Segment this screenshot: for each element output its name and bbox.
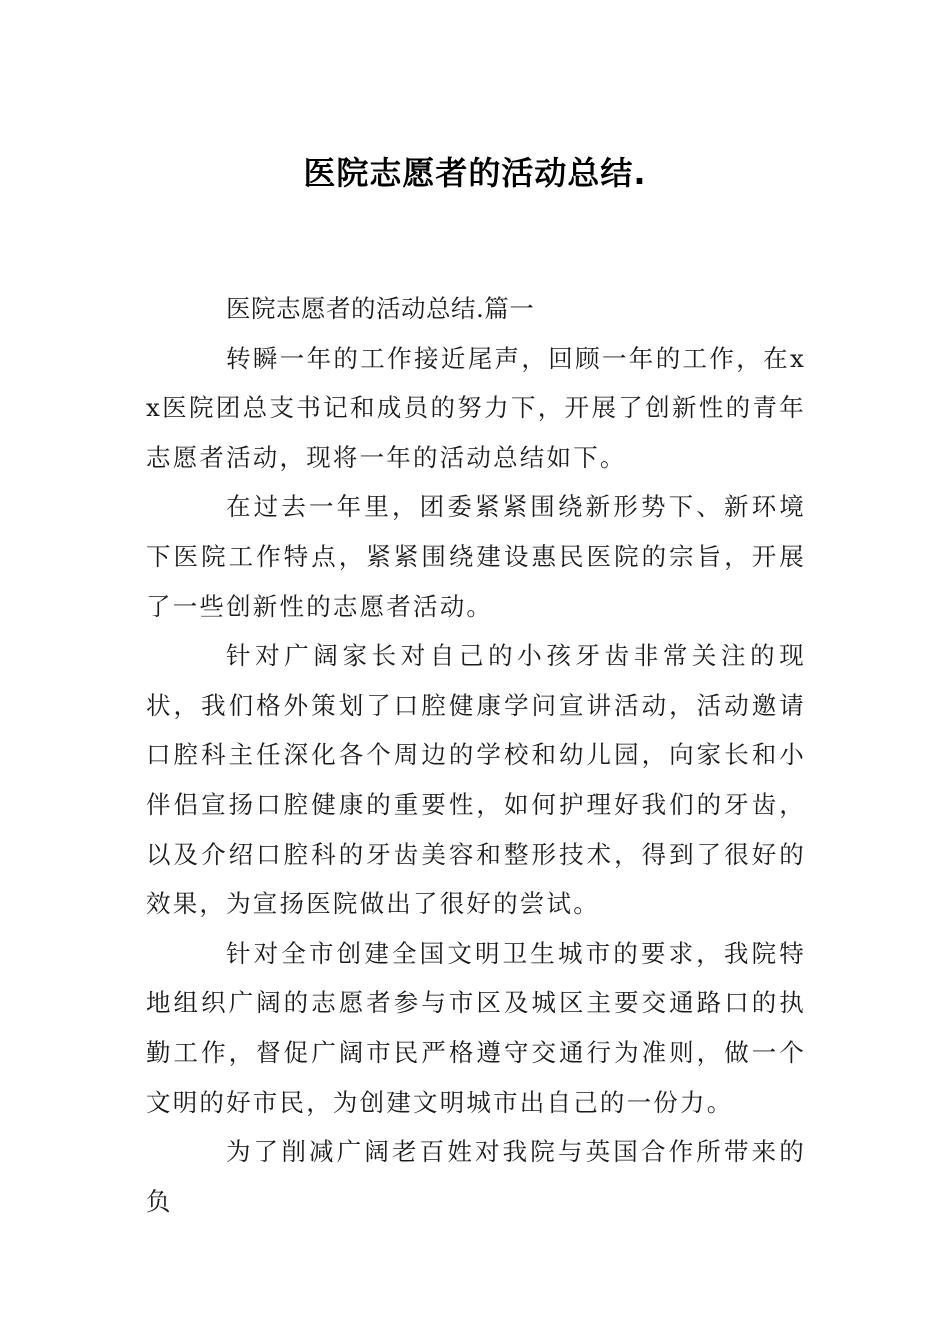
paragraph-2: 在过去一年里，团委紧紧围绕新形势下、新环境下医院工作特点，紧紧围绕建设惠民医院的宗旨，开展了一些创新性的志愿者活动。 bbox=[146, 492, 806, 621]
document-body bbox=[146, 284, 806, 1226]
paragraph-3: 针对广阔家长对自己的小孩牙齿非常关注的现状，我们格外策划了口腔健康学问宣讲活动，活动邀请口腔科主任深化各个周边的学校和幼儿园，向家长和小伴侣宣扬口腔健康的重要性，如何护理好我们的牙齿，以及介绍口腔科的牙齿美容和整形技术，得到了很好的效果，为宣扬医院做出了很好的尝试。 bbox=[146, 641, 806, 919]
section-heading: 医院志愿者的活动总结.篇一 bbox=[226, 294, 535, 323]
paragraph-1: 转瞬一年的工作接近尾声，回顾一年的工作，在xx医院团总支书记和成员的努力下，开展了创新性的青年志愿者活动，现将一年的活动总结如下。 bbox=[146, 343, 806, 472]
paragraph-5: 为了削减广阔老百姓对我院与英国合作所带来的负 bbox=[146, 1137, 806, 1216]
paragraph-4: 针对全市创建全国文明卫生城市的要求，我院特地组织广阔的志愿者参与市区及城区主要交通路口的执勤工作，督促广阔市民严格遵守交通行为准则，做一个文明的好市民，为创建文明城市出自己的一份力。 bbox=[146, 938, 806, 1117]
document-title: 医院志愿者的活动总结. bbox=[303, 154, 647, 193]
